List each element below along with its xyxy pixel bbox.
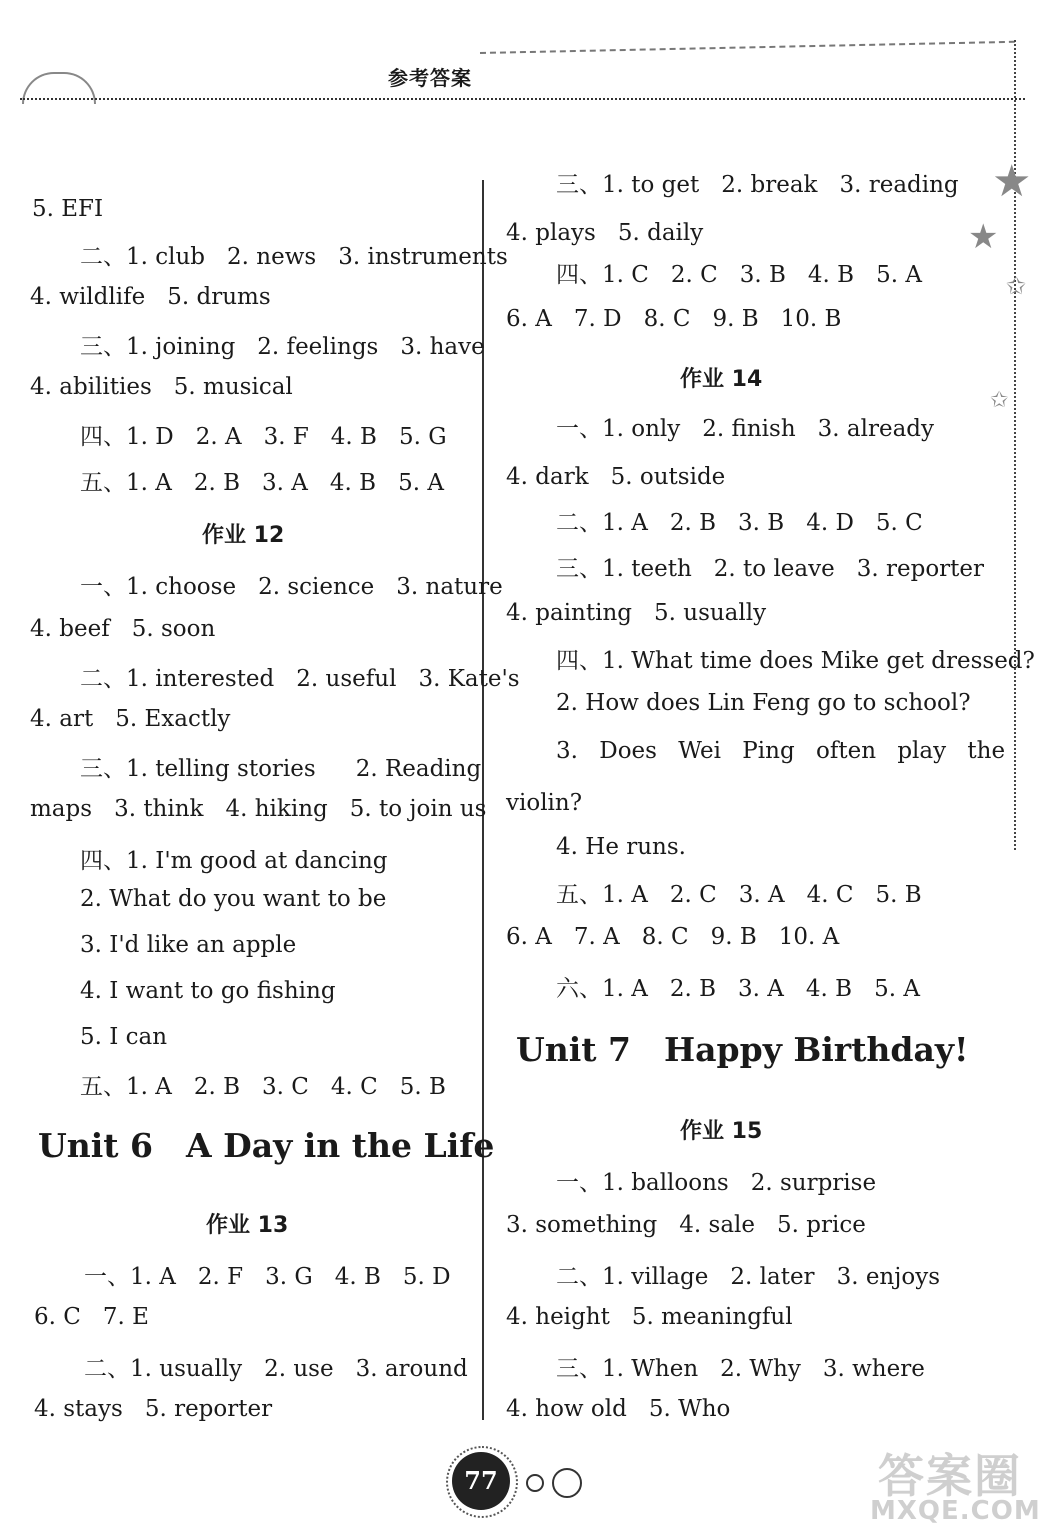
- answer-line: 二、1. A 2. B 3. B 4. D 5. C: [556, 510, 923, 536]
- answer-line: 2. How does Lin Feng go to school?: [556, 690, 971, 716]
- homework-heading: 作业 14: [680, 367, 763, 392]
- answer-line: 2. What do you want to be: [80, 886, 387, 912]
- answer-line: 5. EFI: [32, 196, 104, 222]
- homework-heading: 作业 13: [206, 1213, 289, 1238]
- star-icon: ✩: [990, 388, 1009, 413]
- answer-line: 4. how old 5. Who: [506, 1396, 731, 1422]
- answer-line: 五、1. A 2. C 3. A 4. C 5. B: [556, 882, 922, 908]
- answer-line: 4. wildlife 5. drums: [30, 284, 271, 310]
- answer-line: 4. abilities 5. musical: [30, 374, 293, 400]
- answer-line: 3. I'd like an apple: [80, 932, 297, 958]
- answer-line: 三、1. joining 2. feelings 3. have: [80, 334, 485, 360]
- answer-line: 5. I can: [80, 1024, 168, 1050]
- answer-line: 4. dark 5. outside: [506, 464, 726, 490]
- answer-line: 四、1. C 2. C 3. B 4. B 5. A: [556, 262, 922, 288]
- answer-line: 6. A 7. D 8. C 9. B 10. B: [506, 306, 842, 332]
- answer-line: 四、1. D 2. A 3. F 4. B 5. G: [80, 424, 447, 450]
- answer-line: violin?: [506, 790, 583, 816]
- answer-line: 4. height 5. meaningful: [506, 1304, 793, 1330]
- header-dashed-line: [480, 41, 1015, 54]
- unit-title: Unit 6 A Day in the Life: [38, 1126, 495, 1165]
- answer-line: 三、1. to get 2. break 3. reading: [556, 172, 959, 198]
- answer-line: 三、1. telling stories 2. Reading: [80, 756, 482, 782]
- answer-line: 二、1. interested 2. useful 3. Kate's: [80, 666, 520, 692]
- star-icon: ★: [992, 156, 1032, 207]
- page-header-title: 参考答案: [388, 66, 472, 90]
- answer-line: 4. beef 5. soon: [30, 616, 216, 642]
- homework-heading: 作业 12: [202, 523, 285, 548]
- answer-line: 二、1. club 2. news 3. instruments: [80, 244, 508, 270]
- answer-line: 一、1. only 2. finish 3. already: [556, 416, 935, 442]
- answer-line: 4. art 5. Exactly: [30, 706, 231, 732]
- unit-title: Unit 7 Happy Birthday!: [516, 1030, 969, 1069]
- answer-line: 6. C 7. E: [34, 1304, 149, 1330]
- answer-line: 4. He runs.: [556, 834, 686, 860]
- circle-icon: [552, 1468, 582, 1498]
- answer-line: 六、1. A 2. B 3. A 4. B 5. A: [556, 976, 920, 1002]
- answer-line: 6. A 7. A 8. C 9. B 10. A: [506, 924, 840, 950]
- answer-line: 4. stays 5. reporter: [34, 1396, 273, 1422]
- star-icon: ✩: [1006, 272, 1027, 300]
- answer-line: 四、1. What time does Mike get dressed?: [556, 648, 1035, 674]
- answer-line: 二、1. usually 2. use 3. around: [84, 1356, 468, 1382]
- answer-line: 四、1. I'm good at dancing: [80, 848, 388, 874]
- answer-line: 4. I want to go fishing: [80, 978, 336, 1004]
- answer-line: 一、1. balloons 2. surprise: [556, 1170, 877, 1196]
- answer-line: 三、1. teeth 2. to leave 3. reporter: [556, 556, 985, 582]
- answer-line: 3. something 4. sale 5. price: [506, 1212, 866, 1238]
- answer-line: 4. painting 5. usually: [506, 600, 767, 626]
- watermark: [868, 1440, 1041, 1530]
- answer-line: 一、1. A 2. F 3. G 4. B 5. D: [84, 1264, 451, 1290]
- answer-line: 五、1. A 2. B 3. C 4. C 5. B: [80, 1074, 446, 1100]
- answer-line: 4. plays 5. daily: [506, 220, 704, 246]
- homework-heading: 作业 15: [680, 1119, 763, 1144]
- answer-line: 二、1. village 2. later 3. enjoys: [556, 1264, 941, 1290]
- watermark-url: MXQE.COM: [870, 1496, 1041, 1526]
- page-number: 77: [452, 1452, 510, 1510]
- star-icon: ★: [968, 217, 999, 257]
- answer-line: maps 3. think 4. hiking 5. to join us: [30, 796, 487, 822]
- answer-line: 一、1. choose 2. science 3. nature: [80, 574, 503, 600]
- header-dotted-rule: [20, 98, 1025, 100]
- small-circle-icon: [526, 1474, 544, 1492]
- answer-line: 三、1. When 2. Why 3. where: [556, 1356, 925, 1382]
- watermark-logo-text: 答案圈: [878, 1449, 1022, 1503]
- answer-line: 3. Does Wei Ping often play the: [556, 738, 1006, 764]
- answer-line: 五、1. A 2. B 3. A 4. B 5. A: [80, 470, 444, 496]
